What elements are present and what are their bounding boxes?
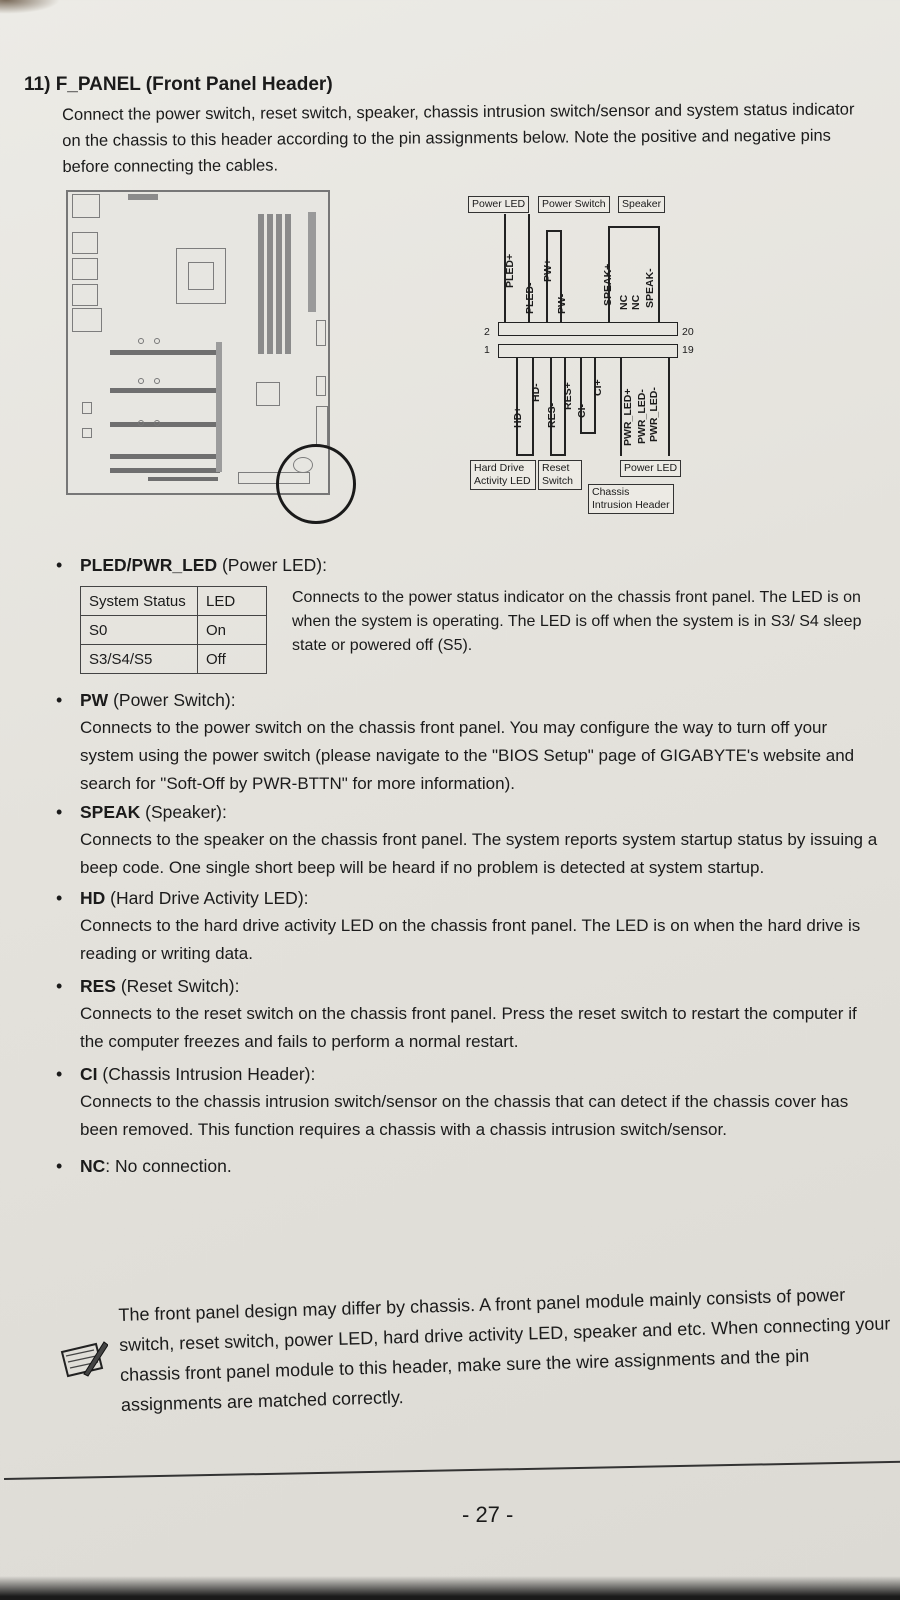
- pencil-note-icon: [58, 1338, 108, 1378]
- pin-number: 19: [682, 344, 694, 356]
- table-row: [81, 645, 267, 674]
- pin-label: PLED-: [524, 282, 536, 314]
- bottom-header-icon: [148, 477, 218, 481]
- page-edge-shadow: [0, 1576, 900, 1600]
- wire-line: [608, 226, 658, 228]
- speak-heading-rest: (Speaker):: [140, 802, 227, 822]
- pin-label: SPEAK+: [602, 263, 614, 306]
- pin-number: 2: [484, 326, 490, 338]
- nc-heading-rest: : No connection.: [105, 1156, 232, 1176]
- io-port-icon: [72, 308, 102, 332]
- sata-connector-icon: [316, 406, 328, 446]
- speak-heading-bold: SPEAK: [80, 802, 141, 822]
- wire-line: [580, 432, 594, 434]
- wire-line: [546, 230, 560, 232]
- ci-heading-rest: (Chassis Intrusion Header):: [97, 1064, 316, 1084]
- power-led-status-table: [80, 586, 267, 674]
- table-cell: On: [198, 616, 267, 645]
- label-speaker: Speaker: [618, 196, 665, 213]
- header-row-top: [498, 322, 678, 336]
- pin-assignment-diagram: [468, 196, 714, 530]
- hd-description: Connects to the hard drive activity LED on the chassis front panel. The LED is on when the hard drive is reading or writing data.: [80, 916, 861, 963]
- pin-label: PW+: [542, 258, 554, 282]
- io-port-icon: [72, 258, 98, 280]
- page-edge-shadow: [0, 0, 60, 14]
- pin-label: RES+: [562, 382, 574, 410]
- hd-heading-bold: HD: [80, 888, 106, 908]
- mount-hole-icon: [154, 378, 160, 384]
- mount-hole-icon: [138, 378, 144, 384]
- table-cell: Off: [198, 645, 267, 674]
- hd-heading: [80, 888, 309, 909]
- table-row: [81, 616, 267, 645]
- footer-divider: [4, 1461, 900, 1480]
- table-cell: S0: [81, 616, 198, 645]
- mount-hole-icon: [138, 420, 144, 426]
- dimm-slot-icon: [267, 214, 273, 354]
- bullet-icon: •: [56, 1156, 63, 1176]
- chipset-heatsink-icon: [216, 342, 222, 472]
- table-header-cell: LED: [198, 587, 267, 616]
- hd-heading-rest: (Hard Drive Activity LED):: [105, 888, 309, 908]
- pin-label: PWR_LED-: [636, 389, 648, 444]
- res-description: Connects to the reset switch on the chassis front panel. Press the reset switch to restart the computer if the computer freezes and fails to perform a normal restart.: [80, 1004, 857, 1051]
- label-power-switch: Power Switch: [538, 196, 610, 213]
- pled-heading-rest: (Power LED):: [217, 555, 327, 575]
- wire-line: [658, 226, 660, 322]
- bios-chip-icon: [128, 194, 158, 200]
- io-port-icon: [72, 232, 98, 254]
- ci-heading: [80, 1064, 315, 1085]
- dimm-slot-icon: [276, 214, 282, 354]
- res-heading-bold: RES: [80, 976, 116, 996]
- pcie-slot-icon: [110, 388, 220, 393]
- dimm-slot-icon: [285, 214, 291, 354]
- label-reset-switch: Reset Switch: [538, 460, 582, 490]
- pin-label: HD+: [512, 406, 524, 428]
- res-heading: [80, 976, 239, 997]
- mount-hole-icon: [154, 420, 160, 426]
- pled-heading-bold: PLED/PWR_LED: [80, 555, 218, 575]
- header-row-bottom: [498, 344, 678, 358]
- bullet-icon: •: [56, 555, 63, 575]
- label-hard-drive-activity-led: Hard Drive Activity LED: [470, 460, 536, 490]
- bullet-icon: •: [56, 888, 63, 908]
- pled-heading: [80, 555, 327, 576]
- pled-description: Connects to the power status indicator on the chassis front panel. The LED is on when the system is operating. The LED is off when the system is in S3/ S4 sleep state or powered off (S5).: [292, 589, 862, 654]
- connector-icon: [82, 428, 92, 438]
- bullet-icon: •: [56, 802, 63, 822]
- table-header-row: [81, 587, 267, 616]
- page-number: - 27 -: [462, 1502, 514, 1527]
- wire-line: [516, 454, 532, 456]
- wire-line: [532, 358, 534, 456]
- wire-line: [580, 358, 582, 434]
- io-port-icon: [72, 194, 100, 218]
- table-header-cell: System Status: [81, 587, 198, 616]
- wire-line: [594, 358, 596, 434]
- dimm-slot-icon: [258, 214, 264, 354]
- pin-label: NC: [618, 294, 630, 310]
- pin-label: NC: [630, 294, 642, 310]
- pin-label: PLED+: [504, 253, 516, 288]
- cpu-socket-inner-icon: [188, 262, 214, 290]
- pin-label: CI-: [576, 404, 588, 418]
- wire-line: [550, 454, 564, 456]
- speak-heading: [80, 802, 227, 823]
- label-chassis-intrusion-header: Chassis Intrusion Header: [588, 484, 674, 514]
- pcie-slot-icon: [110, 454, 220, 459]
- nc-heading: [80, 1156, 232, 1177]
- pin-label: HD-: [530, 383, 542, 402]
- label-power-led-bottom: Power LED: [620, 460, 681, 477]
- pcie-slot-icon: [110, 468, 220, 473]
- bullet-icon: •: [56, 1064, 63, 1084]
- pin-number: 20: [682, 326, 694, 338]
- wire-line: [668, 358, 670, 456]
- ci-heading-bold: CI: [80, 1064, 98, 1084]
- pin-number: 1: [484, 344, 490, 356]
- chipset-icon: [256, 382, 280, 406]
- pw-heading-bold: PW: [80, 690, 109, 710]
- pw-heading-rest: (Power Switch):: [108, 690, 236, 710]
- section-title: 11) F_PANEL (Front Panel Header): [24, 74, 333, 95]
- pin-label: RES-: [546, 402, 558, 428]
- pw-heading: [80, 690, 236, 711]
- mount-hole-icon: [138, 338, 144, 344]
- pcie-slot-icon: [110, 422, 220, 427]
- atx-power-connector-icon: [308, 212, 316, 312]
- connector-icon: [316, 320, 326, 346]
- table-cell: S3/S4/S5: [81, 645, 198, 674]
- nc-heading-bold: NC: [80, 1156, 106, 1176]
- pin-label: CI+: [592, 379, 604, 396]
- f-panel-highlight-circle: [276, 444, 356, 524]
- pin-label: SPEAK-: [644, 268, 656, 308]
- io-port-icon: [72, 284, 98, 306]
- res-heading-rest: (Reset Switch):: [115, 976, 240, 996]
- motherboard-illustration: [66, 190, 330, 495]
- mount-hole-icon: [154, 338, 160, 344]
- note-text: The front panel design may differ by chassis. A front panel module mainly consists of power switch, reset switch, power LED, hard drive activity LED, speaker and etc. When connecting your chassis front panel module to this header, make sure the wire assignments and the pin assignments are matched correctly.: [118, 1284, 891, 1415]
- pin-label: PW-: [556, 293, 568, 314]
- connector-icon: [316, 376, 326, 396]
- bullet-icon: •: [56, 976, 63, 996]
- bullet-icon: •: [56, 690, 63, 710]
- pin-label: PWR_LED-: [648, 387, 660, 442]
- label-power-led-top: Power LED: [468, 196, 529, 213]
- pin-label: PWR_LED+: [622, 388, 634, 446]
- speak-description: Connects to the speaker on the chassis front panel. The system reports system startup status by issuing a beep code. One single short beep will be heard if no problem is detected at system startup.: [80, 830, 878, 877]
- ci-description: Connects to the chassis intrusion switch/sensor on the chassis that can detect if the chassis cover has been removed. This function requires a chassis with a chassis intrusion switch/sensor.: [80, 1092, 849, 1139]
- connector-icon: [82, 402, 92, 414]
- pcie-slot-icon: [110, 350, 220, 355]
- pw-description: Connects to the power switch on the chassis front panel. You may configure the way to turn off your system using the power switch (please navigate to the "BIOS Setup" page of GIGABYTE's website and search for "Soft-Off by PWR-BTTN" for more information).: [80, 718, 855, 793]
- section-intro: Connect the power switch, reset switch, speaker, chassis intrusion switch/sensor and system status indicator on the chassis to this header according to the pin assignments below. Note the positive and negative pins before connecting the cables.: [62, 100, 855, 176]
